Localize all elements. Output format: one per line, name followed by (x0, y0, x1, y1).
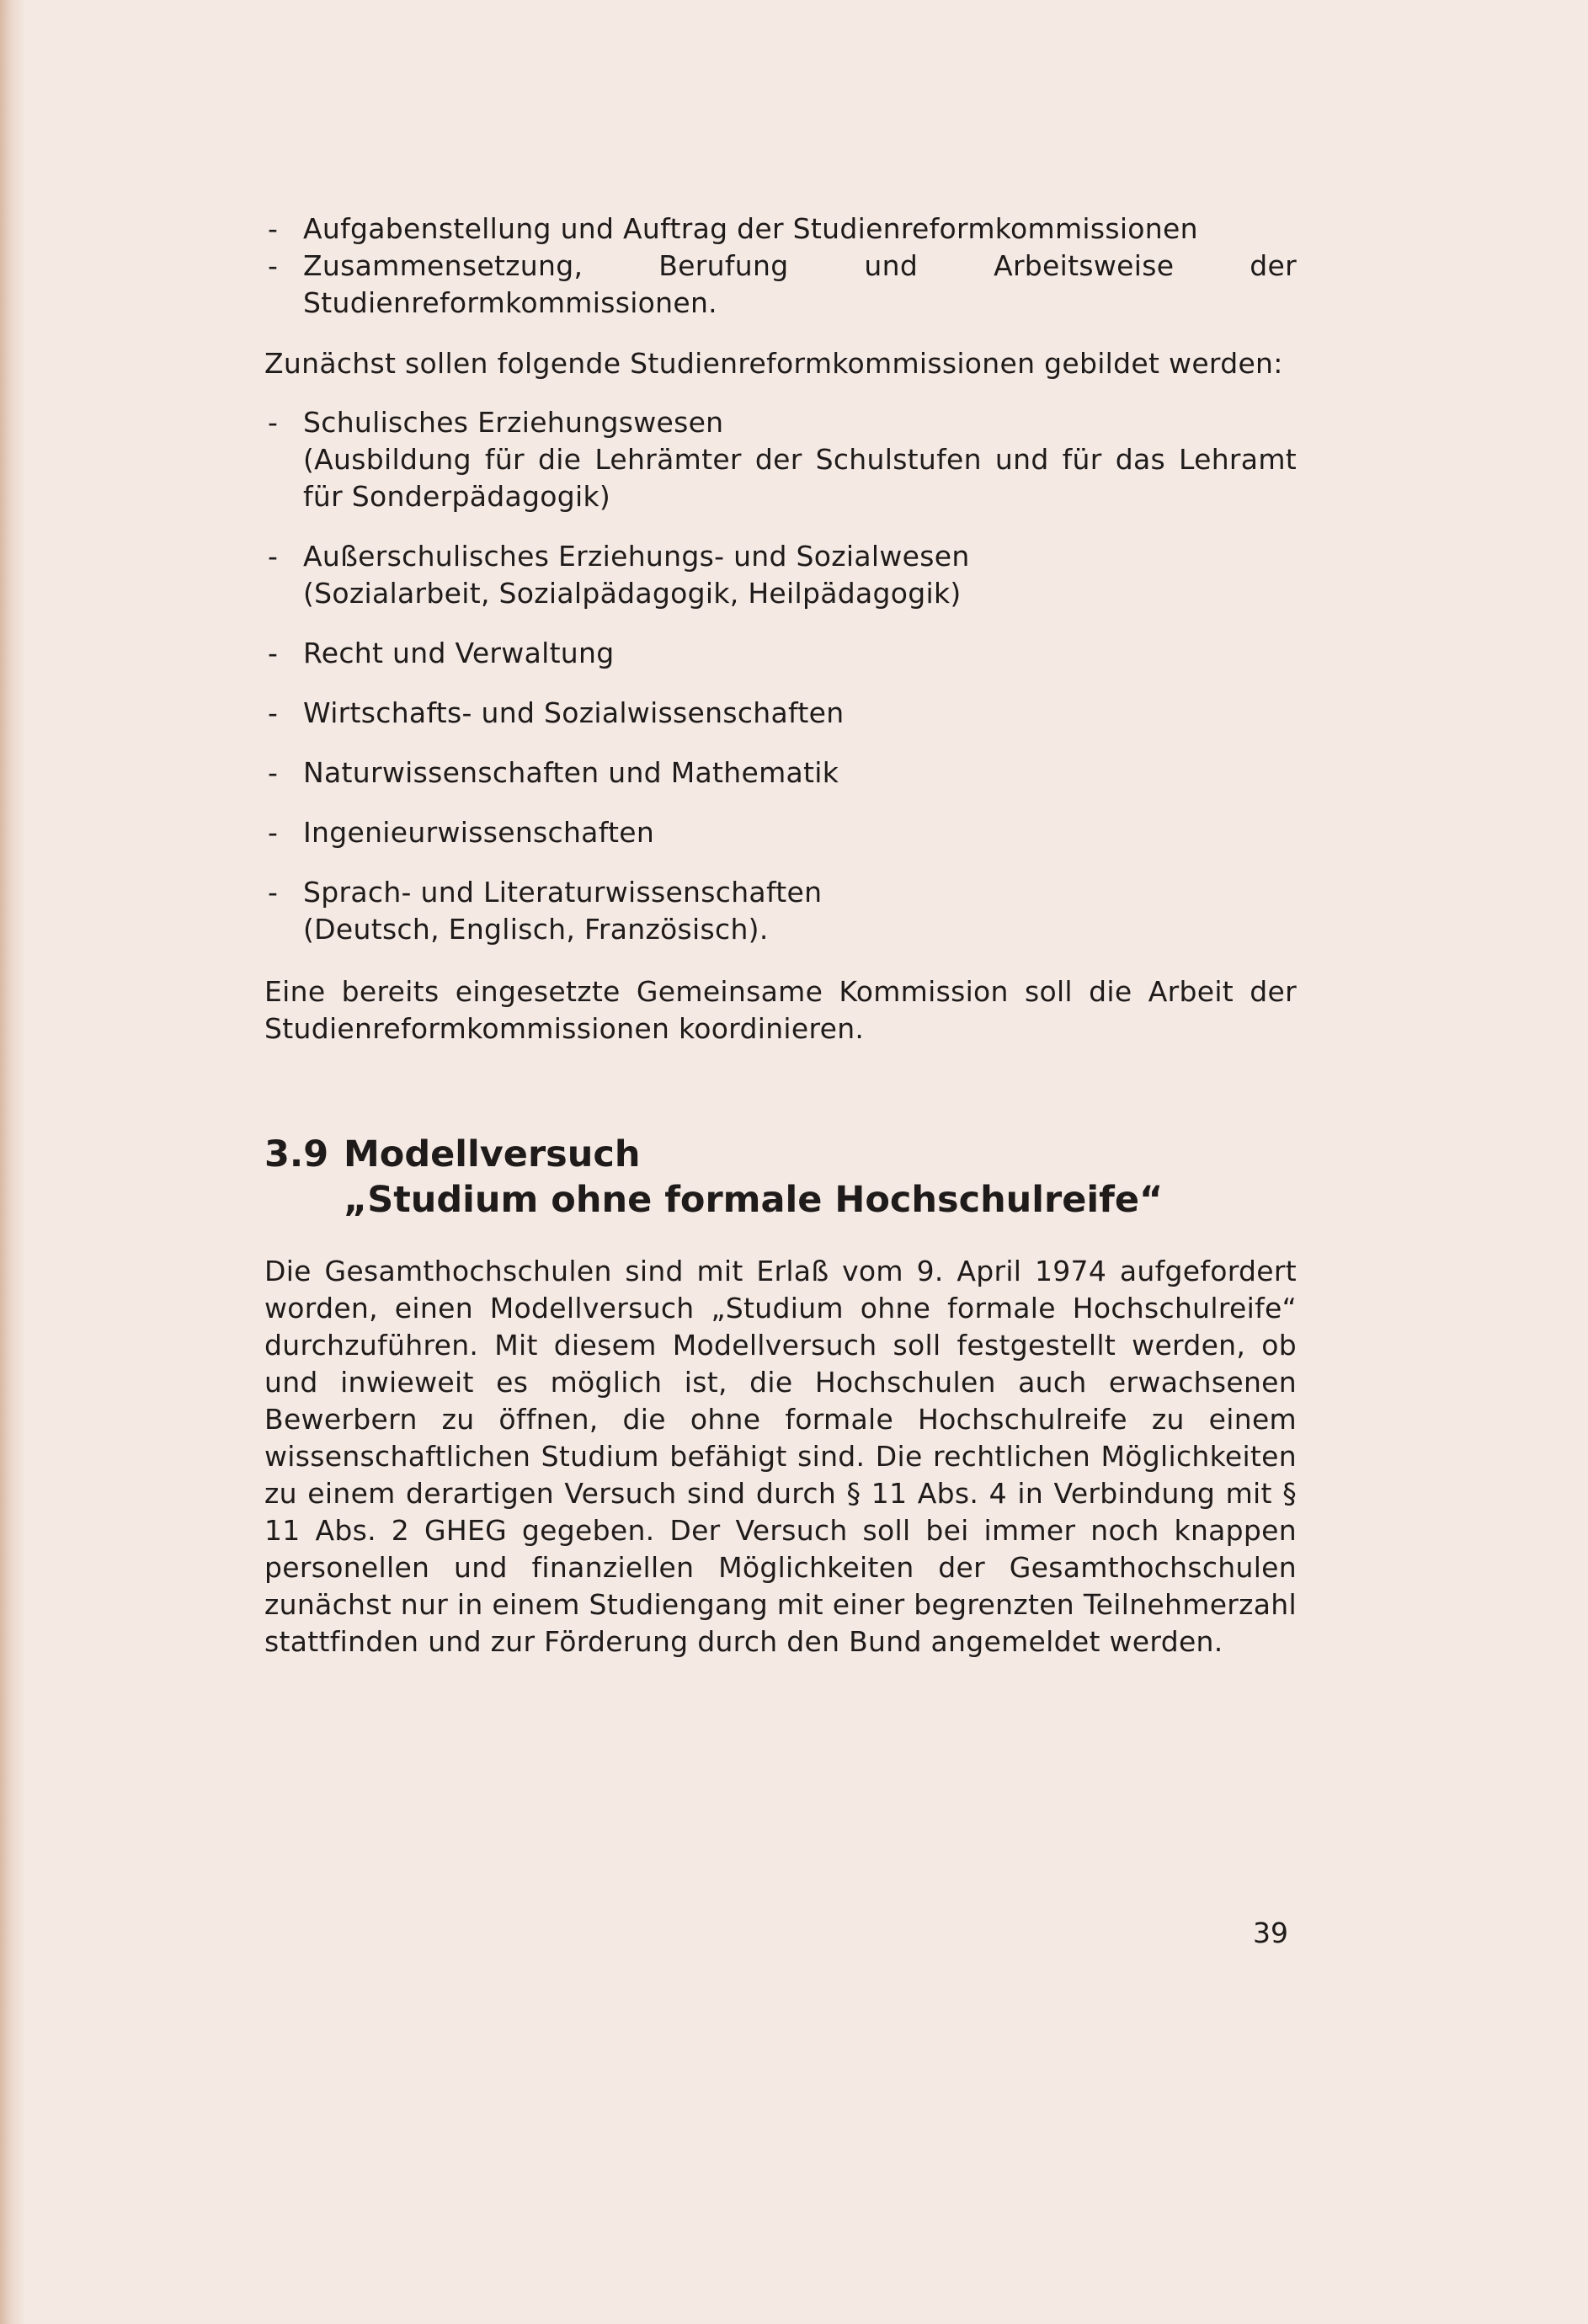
page-binding-edge (0, 0, 25, 2324)
coordination-paragraph: Eine bereits eingesetzte Gemeinsame Kommission soll die Arbeit der Studienreformkommissionen koordinieren. (264, 975, 1297, 1045)
list-item (264, 754, 1297, 792)
list-item-detail: (Sozialarbeit, Sozialpädagogik, Heilpädagogik) (303, 577, 962, 610)
section-title-line2: „Studium ohne formale Hochschulreife“ (344, 1179, 1164, 1221)
list-item-label: Außerschulisches Erziehungs- und Sozialwesen (303, 540, 970, 573)
list-item (264, 874, 1297, 948)
list-item-label: Ingenieurwissenschaften (303, 816, 655, 849)
intro-paragraph: Zunächst sollen folgende Studienreformkommissionen gebildet werden: (264, 347, 1283, 380)
list-item-label: Recht und Verwaltung (303, 637, 615, 669)
list-item-label: Sprach- und Literaturwissenschaften (303, 876, 823, 909)
dash-bullet: - (268, 540, 279, 573)
page-content (264, 211, 1297, 1660)
top-list (264, 211, 1297, 322)
list-item (264, 538, 1297, 612)
list-item (264, 211, 1297, 248)
list-item-label: Wirtschafts- und Sozialwissenschaften (303, 696, 845, 729)
dash-bullet: - (268, 249, 279, 282)
section-heading (264, 1132, 1297, 1223)
dash-bullet: - (268, 637, 279, 669)
commission-list (264, 404, 1297, 948)
dash-bullet: - (268, 696, 279, 729)
list-item (264, 695, 1297, 732)
list-item (264, 635, 1297, 672)
list-item-label: Zusammensetzung, Berufung und Arbeitsweise der Studienreformkommissionen. (303, 249, 1297, 319)
section-number: 3.9 (264, 1133, 329, 1175)
list-item (264, 248, 1297, 322)
list-item (264, 814, 1297, 851)
page-number: 39 (1253, 1916, 1288, 1949)
body-paragraph: Die Gesamthochschulen sind mit Erlaß vom 9. April 1974 aufgefordert worden, einen Modellversuch „Studium ohne formale Hochschulreife“ durchzuführen. Mit diesem Modellversuch soll festgestellt werden, ob und inwieweit es möglich ist, die Hochschulen auch erwachsenen Bewerbern zu öffnen, die ohne formale Hochschulreife zu einem wissenschaftlichen Studium befähigt sind. Die rechtlichen Möglichkeiten zu einem derartigen Versuch sind durch § 11 Abs. 4 in Verbindung mit § 11 Abs. 2 GHEG gegeben. Der Versuch soll bei immer noch knappen personellen und finanziellen Möglichkeiten der Gesamthochschulen zunächst nur in einem Studiengang mit einer begrenzten Teilnehmerzahl stattfinden und zur Förderung durch den Bund angemeldet werden. (264, 1255, 1297, 1658)
dash-bullet: - (268, 816, 279, 849)
list-item-label: Naturwissenschaften und Mathematik (303, 756, 839, 789)
list-item-detail: (Ausbildung für die Lehrämter der Schulstufen und für das Lehramt für Sonderpädagogik) (303, 443, 1297, 513)
list-item-label: Aufgabenstellung und Auftrag der Studienreformkommissionen (303, 212, 1198, 245)
list-item-detail: (Deutsch, Englisch, Französisch). (303, 913, 769, 946)
dash-bullet: - (268, 876, 279, 909)
dash-bullet: - (268, 212, 279, 245)
dash-bullet: - (268, 756, 279, 789)
list-item-label: Schulisches Erziehungswesen (303, 406, 724, 439)
section-title-line1: Modellversuch (344, 1133, 641, 1175)
list-item (264, 404, 1297, 515)
dash-bullet: - (268, 406, 279, 439)
